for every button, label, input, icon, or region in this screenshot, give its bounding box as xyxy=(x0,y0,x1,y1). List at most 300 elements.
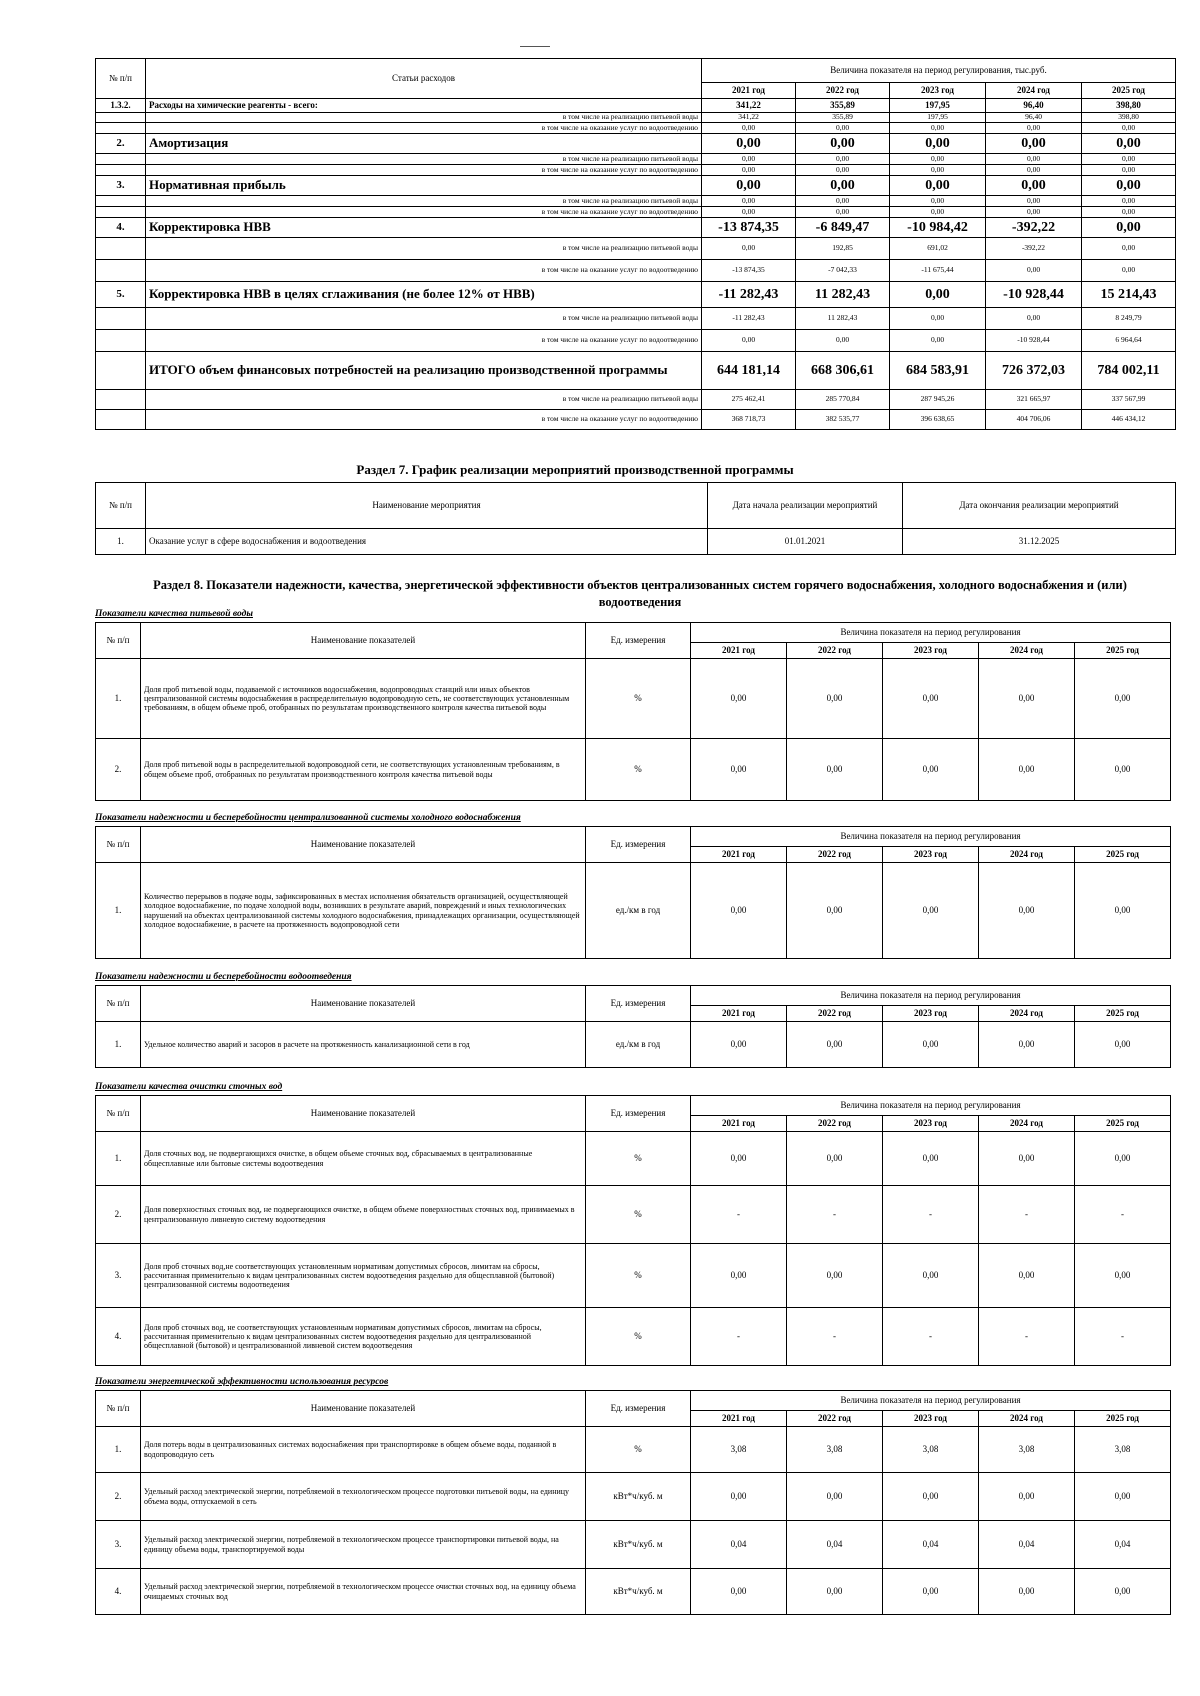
indicator-unit: ед./км в год xyxy=(586,1022,691,1068)
indicator-value: 0,04 xyxy=(787,1521,883,1569)
expense-sub-row xyxy=(96,410,1176,430)
expense-sub-value: 0,00 xyxy=(1082,165,1176,176)
indicator-name: Доля поверхностных сточных вод, не подвергающихся очистке, в общем объеме поверхностных сточных вод, принимаемых в централизованную ливневую систему водоотведения xyxy=(141,1186,586,1244)
expense-sub-row xyxy=(96,308,1176,330)
expense-sub-value: 0,00 xyxy=(890,154,986,165)
expense-sub-value: 0,00 xyxy=(890,207,986,218)
expense-sub-value: 0,00 xyxy=(702,330,796,352)
indicator-no: 3. xyxy=(96,1244,141,1308)
expense-sub-no xyxy=(96,113,146,123)
indicator-value: 0,00 xyxy=(1075,1569,1171,1615)
expense-sub-row xyxy=(96,165,1176,176)
expense-sub-value: 0,00 xyxy=(702,207,796,218)
expense-sub-value: 382 535,77 xyxy=(796,410,890,430)
s7-col-no: № п/п xyxy=(96,483,146,529)
indicator-row xyxy=(96,1473,1171,1521)
ind-year-header: 2023 год xyxy=(883,1006,979,1022)
indicator-value: 0,00 xyxy=(691,1473,787,1521)
indicator-value: 0,00 xyxy=(979,1022,1075,1068)
indicator-unit: кВт*ч/куб. м xyxy=(586,1473,691,1521)
group-title: Показатели качества очистки сточных вод xyxy=(95,1082,283,1092)
expense-row xyxy=(96,352,1176,390)
expense-sub-row xyxy=(96,113,1176,123)
expense-sub-value: 0,00 xyxy=(796,165,890,176)
indicator-name: Доля проб питьевой воды в распределительной водопроводной сети, не соответствующих установленным требованиям, в общем объеме проб, отобранных по результатам производственного контроля качества питьевой воды xyxy=(141,739,586,801)
expense-value: 341,22 xyxy=(702,99,796,113)
expense-sub-value: 0,00 xyxy=(986,196,1082,207)
ind-year-header: 2021 год xyxy=(691,1116,787,1132)
indicator-unit: % xyxy=(586,1427,691,1473)
indicator-row xyxy=(96,1132,1171,1186)
expense-sub-label: в том числе на реализацию питьевой воды xyxy=(146,154,702,165)
indicator-value: 3,08 xyxy=(883,1427,979,1473)
expense-value: 784 002,11 xyxy=(1082,352,1176,390)
expense-row xyxy=(96,134,1176,154)
indicator-value: 0,00 xyxy=(787,739,883,801)
indicator-row xyxy=(96,1308,1171,1366)
ind-year-header: 2024 год xyxy=(979,847,1075,863)
indicator-no: 1. xyxy=(96,1427,141,1473)
expense-sub-value: -11 675,44 xyxy=(890,260,986,282)
indicator-value: 0,00 xyxy=(691,739,787,801)
expense-sub-value: 0,00 xyxy=(890,196,986,207)
expense-sub-value: 341,22 xyxy=(702,113,796,123)
expense-name: Нормативная прибыль xyxy=(146,176,702,196)
indicator-value: - xyxy=(979,1308,1075,1366)
indicator-value: 0,00 xyxy=(691,863,787,959)
ind-col-name: Наименование показателей xyxy=(141,1096,586,1132)
indicator-unit: % xyxy=(586,1132,691,1186)
year-header: 2023 год xyxy=(890,83,986,99)
expense-value: 0,00 xyxy=(890,282,986,308)
expense-sub-value: 6 964,64 xyxy=(1082,330,1176,352)
ind-col-unit: Ед. измерения xyxy=(586,1096,691,1132)
ind-year-header: 2023 год xyxy=(883,1411,979,1427)
expense-value: 15 214,43 xyxy=(1082,282,1176,308)
indicator-value: 0,00 xyxy=(883,659,979,739)
indicator-name: Удельное количество аварий и засоров в расчете на протяженность канализационной сети в год xyxy=(141,1022,586,1068)
indicator-value: 0,00 xyxy=(691,1244,787,1308)
group-title: Показатели энергетической эффективности использования ресурсов xyxy=(95,1377,389,1387)
expense-sub-value: 0,00 xyxy=(1082,207,1176,218)
expense-sub-value: 0,00 xyxy=(1082,196,1176,207)
expense-sub-value: 275 462,41 xyxy=(702,390,796,410)
indicator-value: 0,00 xyxy=(979,1569,1075,1615)
ind-col-no: № п/п xyxy=(96,986,141,1022)
indicator-table xyxy=(95,826,1170,959)
expense-sub-no xyxy=(96,238,146,260)
indicator-table-grid xyxy=(95,622,1171,801)
expense-sub-value: 0,00 xyxy=(890,308,986,330)
expense-no: 5. xyxy=(96,282,146,308)
ind-col-value: Величина показателя на период регулирования xyxy=(691,1391,1171,1411)
indicator-name: Доля проб сточных вод, не соответствующих установленным нормативам допустимых сбросов, лимитам на сбросы, рассчитанная применительно к видам централизованных систем водоотведения раздельно для централизованной общесплавной (бытовой) и централизованной ливневой систем водоотведения xyxy=(141,1308,586,1366)
expense-sub-value: 0,00 xyxy=(796,330,890,352)
indicator-table xyxy=(95,1390,1170,1615)
expense-value: 0,00 xyxy=(986,176,1082,196)
ind-year-header: 2024 год xyxy=(979,1006,1075,1022)
expense-sub-no xyxy=(96,196,146,207)
indicator-value: 0,04 xyxy=(1075,1521,1171,1569)
indicator-unit: % xyxy=(586,1186,691,1244)
group-title: Показатели надежности и бесперебойности водоотведения xyxy=(95,972,352,982)
indicator-row xyxy=(96,1521,1171,1569)
ind-year-header: 2025 год xyxy=(1075,643,1171,659)
indicator-table xyxy=(95,1095,1170,1366)
indicator-row xyxy=(96,1186,1171,1244)
indicator-unit: кВт*ч/куб. м xyxy=(586,1521,691,1569)
indicator-table-grid xyxy=(95,985,1171,1068)
expense-value: 0,00 xyxy=(796,134,890,154)
expense-value: 0,00 xyxy=(796,176,890,196)
expense-sub-row xyxy=(96,330,1176,352)
expense-row xyxy=(96,218,1176,238)
expense-value: 668 306,61 xyxy=(796,352,890,390)
expense-sub-value: 0,00 xyxy=(986,260,1082,282)
section7-table xyxy=(95,482,1175,555)
indicator-name: Удельный расход электрической энергии, потребляемой в технологическом процессе транспортировки питьевой воды, на единицу объема воды, транспортируемой воды xyxy=(141,1521,586,1569)
expense-sub-label: в том числе на реализацию питьевой воды xyxy=(146,390,702,410)
section8-title: Раздел 8. Показатели надежности, качества, энергетической эффективности объектов централизованных систем горячего водоснабжения, холодного водоснабжения и (или) водоотведения xyxy=(153,578,1127,609)
expense-sub-value: 0,00 xyxy=(796,123,890,134)
indicator-name: Удельный расход электрической энергии, потребляемой в технологическом процессе подготовки питьевой воды, на единицу объема воды, отпускаемой в сеть xyxy=(141,1473,586,1521)
ind-year-header: 2021 год xyxy=(691,643,787,659)
indicator-value: 0,04 xyxy=(883,1521,979,1569)
ind-col-no: № п/п xyxy=(96,1096,141,1132)
expense-value: 0,00 xyxy=(890,134,986,154)
indicator-value: 0,00 xyxy=(691,1569,787,1615)
s7-row-end: 31.12.2025 xyxy=(903,529,1176,555)
ind-year-header: 2021 год xyxy=(691,847,787,863)
indicator-value: - xyxy=(979,1186,1075,1244)
indicator-header xyxy=(96,986,1171,1006)
expense-sub-value: 0,00 xyxy=(1082,123,1176,134)
indicator-name: Удельный расход электрической энергии, потребляемой в технологическом процессе очистки сточных вод, на единицу объема очищаемых сточных вод xyxy=(141,1569,586,1615)
expense-sub-no xyxy=(96,260,146,282)
indicator-value: 0,00 xyxy=(979,1473,1075,1521)
top-dash xyxy=(520,46,550,47)
expenses-table xyxy=(95,58,1175,430)
indicator-value: 0,00 xyxy=(787,1569,883,1615)
indicator-value: 0,00 xyxy=(691,1132,787,1186)
group-title: Показатели качества питьевой воды xyxy=(95,609,253,619)
indicator-value: 3,08 xyxy=(787,1427,883,1473)
ind-col-value: Величина показателя на период регулирования xyxy=(691,623,1171,643)
expense-no xyxy=(96,352,146,390)
expense-sub-value: 0,00 xyxy=(1082,154,1176,165)
expense-sub-value: 8 249,79 xyxy=(1082,308,1176,330)
indicator-value: 0,04 xyxy=(691,1521,787,1569)
expense-no: 4. xyxy=(96,218,146,238)
expense-sub-value: 0,00 xyxy=(890,330,986,352)
ind-col-name: Наименование показателей xyxy=(141,623,586,659)
indicator-row xyxy=(96,1427,1171,1473)
expense-sub-label: в том числе на реализацию питьевой воды xyxy=(146,238,702,260)
expense-sub-label: в том числе на оказание услуг по водоотведению xyxy=(146,207,702,218)
col-no: № п/п xyxy=(96,59,146,99)
expense-name: Корректировка НВВ xyxy=(146,218,702,238)
indicator-value: 0,00 xyxy=(979,659,1075,739)
expense-sub-label: в том числе на оказание услуг по водоотведению xyxy=(146,165,702,176)
indicator-value: 3,08 xyxy=(1075,1427,1171,1473)
expense-sub-row xyxy=(96,196,1176,207)
expense-value: 355,89 xyxy=(796,99,890,113)
s7-row-no: 1. xyxy=(96,529,146,555)
indicator-unit: кВт*ч/куб. м xyxy=(586,1569,691,1615)
year-header: 2024 год xyxy=(986,83,1082,99)
indicator-value: 0,00 xyxy=(1075,1473,1171,1521)
expense-name: Амортизация xyxy=(146,134,702,154)
ind-year-header: 2022 год xyxy=(787,643,883,659)
indicator-value: - xyxy=(883,1308,979,1366)
expense-value: 0,00 xyxy=(986,134,1082,154)
expense-name: Корректировка НВВ в целях сглаживания (не более 12% от НВВ) xyxy=(146,282,702,308)
expense-sub-value: 0,00 xyxy=(702,123,796,134)
expense-sub-no xyxy=(96,308,146,330)
expense-sub-value: 0,00 xyxy=(1082,260,1176,282)
ind-col-value: Величина показателя на период регулирования xyxy=(691,827,1171,847)
ind-year-header: 2025 год xyxy=(1075,1411,1171,1427)
expense-value: -10 928,44 xyxy=(986,282,1082,308)
indicator-value: 0,00 xyxy=(883,1569,979,1615)
indicator-value: 0,00 xyxy=(979,1244,1075,1308)
indicator-header xyxy=(96,1391,1171,1411)
indicator-name: Количество перерывов в подаче воды, зафиксированных в местах исполнения обязательств организацией, осуществляющей холодное водоснабжение, по подаче холодной воды, возникших в результате аварий, повреждений и иных технологических нарушений на объектах централизованной системы холодного водоснабжения, принадлежащих организации, осуществляющей холодное водоснабжение, в расчете на протяженность водопроводной сети xyxy=(141,863,586,959)
ind-year-header: 2025 год xyxy=(1075,1116,1171,1132)
indicator-value: 0,00 xyxy=(1075,1022,1171,1068)
expense-sub-label: в том числе на оказание услуг по водоотведению xyxy=(146,330,702,352)
ind-col-unit: Ед. измерения xyxy=(586,986,691,1022)
indicator-value: 0,00 xyxy=(883,1473,979,1521)
ind-col-no: № п/п xyxy=(96,1391,141,1427)
indicator-value: 0,00 xyxy=(883,1132,979,1186)
indicator-value: 0,00 xyxy=(787,1473,883,1521)
expense-sub-value: 197,95 xyxy=(890,113,986,123)
indicator-no: 1. xyxy=(96,659,141,739)
expense-sub-value: -392,22 xyxy=(986,238,1082,260)
expense-name: Расходы на химические реагенты - всего: xyxy=(146,99,702,113)
section7-title: Раздел 7. График реализации мероприятий производственной программы xyxy=(356,462,794,477)
expense-sub-value: 396 638,65 xyxy=(890,410,986,430)
expense-value: 644 181,14 xyxy=(702,352,796,390)
expense-sub-value: 0,00 xyxy=(702,154,796,165)
indicator-no: 4. xyxy=(96,1308,141,1366)
indicator-value: 0,04 xyxy=(979,1521,1075,1569)
indicator-value: 0,00 xyxy=(1075,1244,1171,1308)
expense-sub-value: 0,00 xyxy=(986,165,1082,176)
indicator-value: 0,00 xyxy=(1075,1132,1171,1186)
indicator-table xyxy=(95,985,1170,1068)
s7-row-name: Оказание услуг в сфере водоснабжения и водоотведения xyxy=(146,529,708,555)
ind-year-header: 2023 год xyxy=(883,643,979,659)
indicator-value: 0,00 xyxy=(979,739,1075,801)
ind-col-unit: Ед. измерения xyxy=(586,827,691,863)
expense-value: -392,22 xyxy=(986,218,1082,238)
expense-sub-no xyxy=(96,207,146,218)
indicator-unit: % xyxy=(586,1308,691,1366)
indicator-row xyxy=(96,1022,1171,1068)
ind-year-header: 2025 год xyxy=(1075,847,1171,863)
indicator-unit: % xyxy=(586,659,691,739)
indicator-row xyxy=(96,1244,1171,1308)
expense-sub-value: -7 042,33 xyxy=(796,260,890,282)
s7-col-name: Наименование мероприятия xyxy=(146,483,708,529)
expense-sub-label: в том числе на оказание услуг по водоотведению xyxy=(146,123,702,134)
indicator-value: 0,00 xyxy=(787,863,883,959)
indicator-value: 0,00 xyxy=(787,1022,883,1068)
expense-sub-value: 0,00 xyxy=(796,207,890,218)
ind-year-header: 2024 год xyxy=(979,643,1075,659)
col-item: Статьи расходов xyxy=(146,59,702,99)
s7-col-start: Дата начала реализации мероприятий xyxy=(708,483,903,529)
expense-sub-value: 446 434,12 xyxy=(1082,410,1176,430)
indicator-no: 1. xyxy=(96,1132,141,1186)
indicator-table-grid xyxy=(95,1390,1171,1615)
expense-value: 0,00 xyxy=(890,176,986,196)
indicator-value: 0,00 xyxy=(691,1022,787,1068)
expense-sub-value: 368 718,73 xyxy=(702,410,796,430)
ind-year-header: 2021 год xyxy=(691,1006,787,1022)
indicator-value: 3,08 xyxy=(979,1427,1075,1473)
expense-sub-label: в том числе на оказание услуг по водоотведению xyxy=(146,260,702,282)
ind-year-header: 2023 год xyxy=(883,1116,979,1132)
expense-no: 1.3.2. xyxy=(96,99,146,113)
ind-year-header: 2023 год xyxy=(883,847,979,863)
expense-sub-row xyxy=(96,260,1176,282)
expense-sub-value: 0,00 xyxy=(986,123,1082,134)
expense-sub-value: 0,00 xyxy=(702,238,796,260)
year-header: 2022 год xyxy=(796,83,890,99)
expense-name: ИТОГО объем финансовых потребностей на реализацию производственной программы xyxy=(146,352,702,390)
expense-sub-value: 0,00 xyxy=(702,165,796,176)
expense-value: -11 282,43 xyxy=(702,282,796,308)
indicator-unit: ед./км в год xyxy=(586,863,691,959)
expense-row xyxy=(96,282,1176,308)
indicator-header xyxy=(96,623,1171,643)
expense-sub-value: 0,00 xyxy=(1082,238,1176,260)
expense-sub-value: 404 706,06 xyxy=(986,410,1082,430)
expense-sub-value: 0,00 xyxy=(986,154,1082,165)
indicator-value: 0,00 xyxy=(787,1132,883,1186)
indicator-value: - xyxy=(691,1186,787,1244)
indicator-value: - xyxy=(787,1186,883,1244)
indicator-value: 0,00 xyxy=(883,863,979,959)
indicator-unit: % xyxy=(586,1244,691,1308)
expense-sub-value: 337 567,99 xyxy=(1082,390,1176,410)
expense-sub-label: в том числе на реализацию питьевой воды xyxy=(146,308,702,330)
indicator-no: 4. xyxy=(96,1569,141,1615)
indicator-table xyxy=(95,622,1170,801)
expense-sub-value: 691,02 xyxy=(890,238,986,260)
ind-col-value: Величина показателя на период регулирования xyxy=(691,986,1171,1006)
expense-sub-value: 287 945,26 xyxy=(890,390,986,410)
indicator-value: 0,00 xyxy=(979,1132,1075,1186)
indicator-value: - xyxy=(1075,1186,1171,1244)
expense-sub-row xyxy=(96,207,1176,218)
indicator-value: 0,00 xyxy=(787,659,883,739)
expense-sub-value: 0,00 xyxy=(986,308,1082,330)
indicator-value: 0,00 xyxy=(691,659,787,739)
expense-value: 684 583,91 xyxy=(890,352,986,390)
indicator-value: - xyxy=(787,1308,883,1366)
expense-sub-value: 398,80 xyxy=(1082,113,1176,123)
expense-value: 96,40 xyxy=(986,99,1082,113)
ind-col-value: Величина показателя на период регулирования xyxy=(691,1096,1171,1116)
indicator-row xyxy=(96,739,1171,801)
expense-no: 3. xyxy=(96,176,146,196)
indicator-table-grid xyxy=(95,1095,1171,1366)
expense-sub-value: -13 874,35 xyxy=(702,260,796,282)
expense-value: 0,00 xyxy=(702,176,796,196)
expense-sub-row xyxy=(96,238,1176,260)
ind-year-header: 2024 год xyxy=(979,1411,1075,1427)
expense-sub-value: 355,89 xyxy=(796,113,890,123)
indicator-no: 3. xyxy=(96,1521,141,1569)
indicator-name: Доля проб сточных вод,не соответствующих установленным нормативам допустимых сбросов, лимитам на сбросы, рассчитанная применительно к видам централизованных систем водоотведения раздельно для общесплавной (бытовой) централизованной системы водоотведения xyxy=(141,1244,586,1308)
indicator-value: 0,00 xyxy=(1075,863,1171,959)
expense-sub-value: -11 282,43 xyxy=(702,308,796,330)
indicator-value: 0,00 xyxy=(979,863,1075,959)
expense-sub-value: 0,00 xyxy=(986,207,1082,218)
expense-sub-row xyxy=(96,390,1176,410)
indicator-no: 2. xyxy=(96,1186,141,1244)
ind-year-header: 2021 год xyxy=(691,1411,787,1427)
expense-sub-no xyxy=(96,330,146,352)
expense-value: -6 849,47 xyxy=(796,218,890,238)
indicator-value: 3,08 xyxy=(691,1427,787,1473)
ind-year-header: 2022 год xyxy=(787,1116,883,1132)
expense-value: 0,00 xyxy=(1082,176,1176,196)
indicator-value: 0,00 xyxy=(883,739,979,801)
expense-sub-no xyxy=(96,123,146,134)
expense-sub-value: 0,00 xyxy=(796,196,890,207)
expense-sub-value: 96,40 xyxy=(986,113,1082,123)
indicator-value: 0,00 xyxy=(1075,659,1171,739)
ind-col-unit: Ед. измерения xyxy=(586,623,691,659)
s7-col-end: Дата окончания реализации мероприятий xyxy=(903,483,1176,529)
ind-col-no: № п/п xyxy=(96,623,141,659)
expense-sub-no xyxy=(96,410,146,430)
ind-col-no: № п/п xyxy=(96,827,141,863)
expense-value: 726 372,03 xyxy=(986,352,1082,390)
expense-sub-no xyxy=(96,165,146,176)
expense-value: 0,00 xyxy=(702,134,796,154)
indicator-row xyxy=(96,863,1171,959)
expense-sub-value: 321 665,97 xyxy=(986,390,1082,410)
ind-year-header: 2024 год xyxy=(979,1116,1075,1132)
ind-year-header: 2022 год xyxy=(787,847,883,863)
indicator-no: 2. xyxy=(96,739,141,801)
expense-sub-value: 0,00 xyxy=(890,165,986,176)
expense-sub-label: в том числе на оказание услуг по водоотведению xyxy=(146,410,702,430)
expense-value: -13 874,35 xyxy=(702,218,796,238)
expense-row xyxy=(96,176,1176,196)
ind-col-name: Наименование показателей xyxy=(141,1391,586,1427)
indicator-value: - xyxy=(883,1186,979,1244)
indicator-value: - xyxy=(691,1308,787,1366)
indicator-value: 0,00 xyxy=(1075,739,1171,801)
indicator-no: 1. xyxy=(96,863,141,959)
indicator-name: Доля потерь воды в централизованных системах водоснабжения при транспортировке в общем объеме воды, поданной в водопроводную сеть xyxy=(141,1427,586,1473)
indicator-row xyxy=(96,1569,1171,1615)
expense-sub-label: в том числе на реализацию питьевой воды xyxy=(146,196,702,207)
indicator-value: 0,00 xyxy=(883,1022,979,1068)
expense-sub-value: -10 928,44 xyxy=(986,330,1082,352)
expense-sub-value: 285 770,84 xyxy=(796,390,890,410)
indicator-value: 0,00 xyxy=(787,1244,883,1308)
expense-sub-label: в том числе на реализацию питьевой воды xyxy=(146,113,702,123)
expense-sub-value: 0,00 xyxy=(796,154,890,165)
